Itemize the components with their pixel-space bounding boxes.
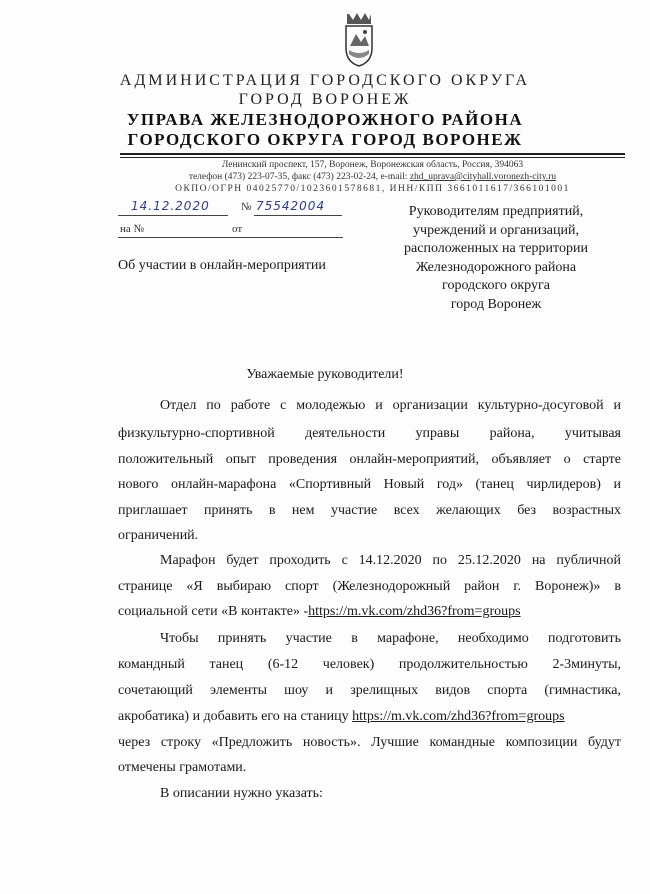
- vk-group-link[interactable]: https://m.vk.com/zhd36?from=groups: [308, 604, 521, 619]
- coat-of-arms-emblem: [341, 10, 377, 68]
- letter-subject: Об участии в онлайн-мероприятии: [118, 258, 326, 273]
- paragraph-3-line: через строку «Предложить новость». Лучшие командные композиции будут: [118, 735, 621, 750]
- from-label: от: [232, 223, 243, 235]
- paragraph-4-line: В описании нужно указать:: [160, 786, 323, 801]
- registration-number: 75542004: [256, 199, 326, 213]
- paragraph-1-line: положительный опыт проведения онлайн-мероприятий, объявляет о старте: [118, 452, 621, 467]
- org-registry-codes: ОКПО/ОГРН 04025770/1023601578681, ИНН/КПП 3661011617/366101001: [175, 184, 570, 194]
- paragraph-3-line: отмечены грамотами.: [118, 760, 247, 775]
- vk-group-link-2[interactable]: https://m.vk.com/zhd36?from=groups: [352, 709, 565, 724]
- paragraph-2-line: странице «Я выбираю спорт (Железнодорожный район г. Воронеж)» в: [118, 579, 621, 594]
- org-address: Ленинский проспект, 157, Воронеж, Воронежская область, Россия, 394063: [221, 160, 524, 170]
- addressee-line: Руководителям предприятий,: [408, 204, 584, 219]
- paragraph-3-line: [118, 709, 621, 725]
- header-rule-thin: [120, 157, 625, 158]
- reply-to-label: на №: [120, 223, 145, 235]
- paragraph-2-line: [118, 604, 621, 620]
- registration-number-sign: №: [241, 201, 252, 213]
- paragraph-2-line: Марафон будет проходить с 14.12.2020 по 25.12.2020 на публичной: [160, 553, 621, 568]
- reply-underline: [118, 237, 343, 238]
- dept-title-line2: ГОРОДСКОГО ОКРУГА ГОРОД ВОРОНЕЖ: [127, 130, 523, 149]
- addressee-line: Железнодорожного района: [415, 259, 577, 275]
- org-phone: телефон (473) 223-07-35, факс (473) 223-02-24, e-mail:: [188, 172, 410, 182]
- registration-date: 14.12.2020: [131, 199, 210, 213]
- org-contacts: [120, 172, 625, 182]
- paragraph-1-line: Отдел по работе с молодежью и организации культурно-досуговой и: [160, 398, 621, 413]
- paragraph-3-text: акробатика) и добавить его на станицу: [118, 709, 353, 724]
- paragraph-3-line: сочетающий элементы шоу и зрелищных видов спорта (гимнастика,: [118, 683, 621, 698]
- addressee-line: расположенных на территории: [404, 241, 588, 256]
- greeting: Уважаемые руководители!: [246, 367, 404, 382]
- paragraph-1-line: приглашает принять в нем участие всех желающих без возрастных: [118, 503, 621, 518]
- paragraph-3-line: командный танец (6-12 человек) продолжительностью 2-3минуты,: [118, 657, 621, 672]
- addressee-line: город Воронеж: [450, 296, 542, 312]
- paragraph-1-line: физкультурно-спортивной деятельности управы района, учитывая: [118, 426, 621, 441]
- paragraph-3-line: Чтобы принять участие в марафоне, необходимо подготовить: [160, 631, 621, 646]
- addressee-line: учреждений и организаций,: [413, 222, 579, 238]
- org-title-line1: АДМИНИСТРАЦИЯ ГОРОДСКОГО ОКРУГА: [119, 72, 531, 89]
- paragraph-1-line: ограничений.: [118, 528, 199, 543]
- addressee-line: городского округа: [442, 278, 550, 293]
- org-email-link[interactable]: zhd_uprava@cityhall.voronezh-city.ru: [409, 172, 557, 182]
- header-rule-thick: [120, 153, 625, 155]
- org-title-line2: ГОРОД ВОРОНЕЖ: [238, 91, 412, 108]
- paragraph-1-line: нового онлайн-марафона «Спортивный Новый год» (танец чирлидеров) и: [118, 477, 621, 492]
- addressee-block: [386, 203, 606, 314]
- number-underline: [254, 215, 342, 216]
- paragraph-2-text: социальной сети «В контакте» -: [118, 604, 309, 619]
- dept-title-line1: УПРАВА ЖЕЛЕЗНОДОРОЖНОГО РАЙОНА: [126, 110, 524, 129]
- date-underline: [118, 215, 228, 216]
